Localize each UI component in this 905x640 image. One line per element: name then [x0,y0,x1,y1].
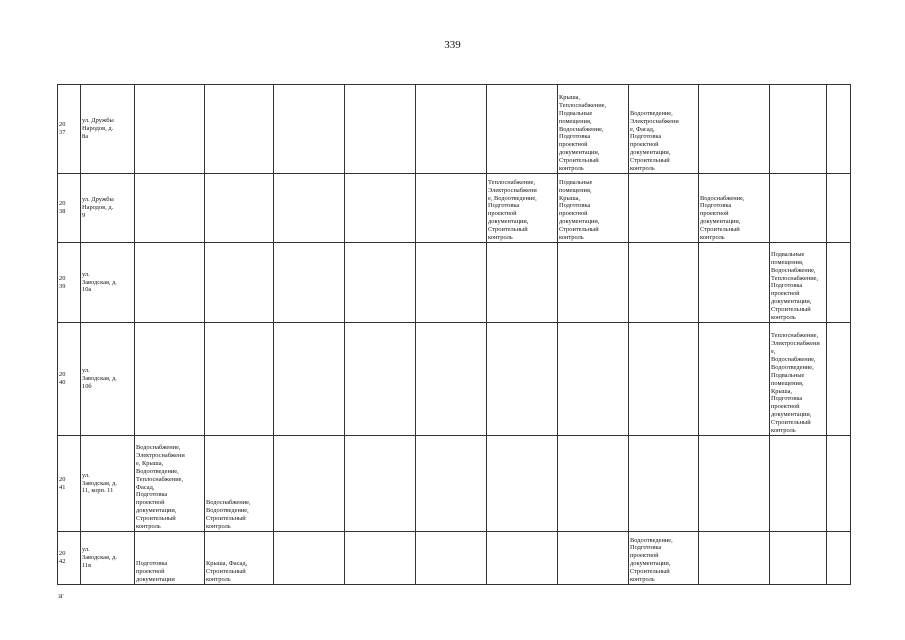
table-row [58,323,851,436]
work-cell [345,323,416,436]
table-row [58,532,851,585]
work-cell [135,85,205,174]
work-cell [205,243,274,323]
footer-mark: зг [58,592,64,600]
work-cell [345,243,416,323]
row-number-cell [58,323,81,436]
table-body [58,85,851,585]
work-cell [699,85,770,174]
work-cell [827,243,851,323]
work-cell [135,174,205,243]
work-cell [699,243,770,323]
work-cell [205,174,274,243]
work-cell [770,243,827,323]
work-cell [558,532,629,585]
work-cell-text: Подвальные помещения, Крыша, Подготовка проектной документации, Строительный контроль [559,178,600,242]
work-cell [770,323,827,436]
address-cell [81,532,135,585]
work-cell [827,436,851,532]
row-number-cell-text: 20 40 [59,371,66,386]
work-cell [629,174,699,243]
work-cell [558,323,629,436]
address-cell-text: ул. Дружбы Народов, д. 9 [82,196,114,219]
row-number-cell [58,85,81,174]
work-cell [629,323,699,436]
row-number-cell [58,436,81,532]
work-cell [416,532,487,585]
work-cell [135,243,205,323]
work-cell [558,436,629,532]
work-cell-text: Подвальные помещения, Водоснабжение, Теплоснабжение, Подготовка проектной документации, Строительный контроль [771,250,819,322]
address-cell [81,174,135,243]
address-cell-text: ул. Дружбы Народов, д. 8а [82,117,114,140]
repair-schedule-table [57,84,851,585]
table-row [58,174,851,243]
work-cell [827,323,851,436]
row-number-cell-text: 20 37 [59,121,66,136]
work-cell-text: Водоотведение, Подготовка проектной документации, Строительный контроль [630,536,673,584]
work-cell [274,85,345,174]
work-cell [487,436,558,532]
work-cell [487,323,558,436]
work-cell [770,174,827,243]
work-cell [558,243,629,323]
work-cell [770,85,827,174]
work-cell [487,532,558,585]
work-cell [345,532,416,585]
work-cell [345,174,416,243]
work-cell-text: Крыша, Фасад, Строительный контроль [206,560,248,584]
work-cell [274,323,345,436]
work-cell [135,436,205,532]
address-cell-text: ул. Заводская, д. 11в [82,546,117,569]
work-cell [345,85,416,174]
work-cell [205,436,274,532]
work-cell [345,436,416,532]
row-number-cell-text: 20 42 [59,550,66,565]
work-cell-text: Теплоснабжение, Электроснабжени е, Водоснабжение, Водоотведение, Подвальные помещения, Крыша, Подготовка проектной документации, Строительный контроль [771,332,820,435]
work-cell [629,85,699,174]
work-cell [416,243,487,323]
row-number-cell [58,243,81,323]
work-cell [274,532,345,585]
row-number-cell [58,532,81,585]
address-cell-text: ул. Заводская, д. 10б [82,367,117,390]
work-cell [487,243,558,323]
work-cell [699,436,770,532]
work-cell [205,532,274,585]
work-cell-text: Подготовка проектной документации [136,560,175,584]
work-cell [629,243,699,323]
work-cell [770,436,827,532]
work-cell-text: Водоотведение, Электроснабжени е, Фасад, Подготовка проектной документации, Строительный контроль [630,109,679,173]
work-cell-text: Теплоснабжение, Электроснабжени е, Водоотведение, Подготовка проектной документации, Строительный контроль [488,178,537,242]
work-cell [558,174,629,243]
work-cell [416,85,487,174]
address-cell [81,436,135,532]
address-cell [81,85,135,174]
work-cell [699,323,770,436]
work-cell [487,85,558,174]
work-cell [827,532,851,585]
address-cell [81,323,135,436]
work-cell [135,323,205,436]
work-cell [629,436,699,532]
work-cell [274,243,345,323]
table-row [58,436,851,532]
work-cell [699,174,770,243]
page-number: 339 [444,39,461,51]
work-cell [205,85,274,174]
work-cell [416,436,487,532]
work-cell-text: Крыша, Теплоснабжение, Подвальные помещения, Водоснабжение, Подготовка проектной документации, Строительный контроль [559,93,607,173]
row-number-cell-text: 20 38 [59,200,66,215]
work-cell [827,85,851,174]
work-cell-text: Водоснабжение, Водоотведение, Строительный контроль [206,499,251,531]
address-cell-text: ул. Заводская, д. 10а [82,270,117,294]
work-cell [699,532,770,585]
row-number-cell-text: 20 41 [59,475,66,491]
table-row [58,85,851,174]
row-number-cell [58,174,81,243]
table-row [58,243,851,323]
address-cell [81,243,135,323]
work-cell [205,323,274,436]
work-cell [558,85,629,174]
work-cell-text: Водоснабжение, Подготовка проектной документации, Строительный контроль [700,194,745,242]
row-number-cell-text: 20 39 [59,274,66,290]
work-cell [487,174,558,243]
work-cell [416,323,487,436]
work-cell [827,174,851,243]
work-cell-text: Водоснабжение, Электроснабжени е, Крыша, Водоотведение, Теплоснабжение, Фасад, Подготовка проектной документации, Строительный контроль [136,444,185,531]
work-cell [274,436,345,532]
work-cell [770,532,827,585]
work-cell [274,174,345,243]
work-cell [416,174,487,243]
work-cell [629,532,699,585]
work-cell [135,532,205,585]
address-cell-text: ул. Заводская, д. 11, корп. 11 [82,471,117,495]
